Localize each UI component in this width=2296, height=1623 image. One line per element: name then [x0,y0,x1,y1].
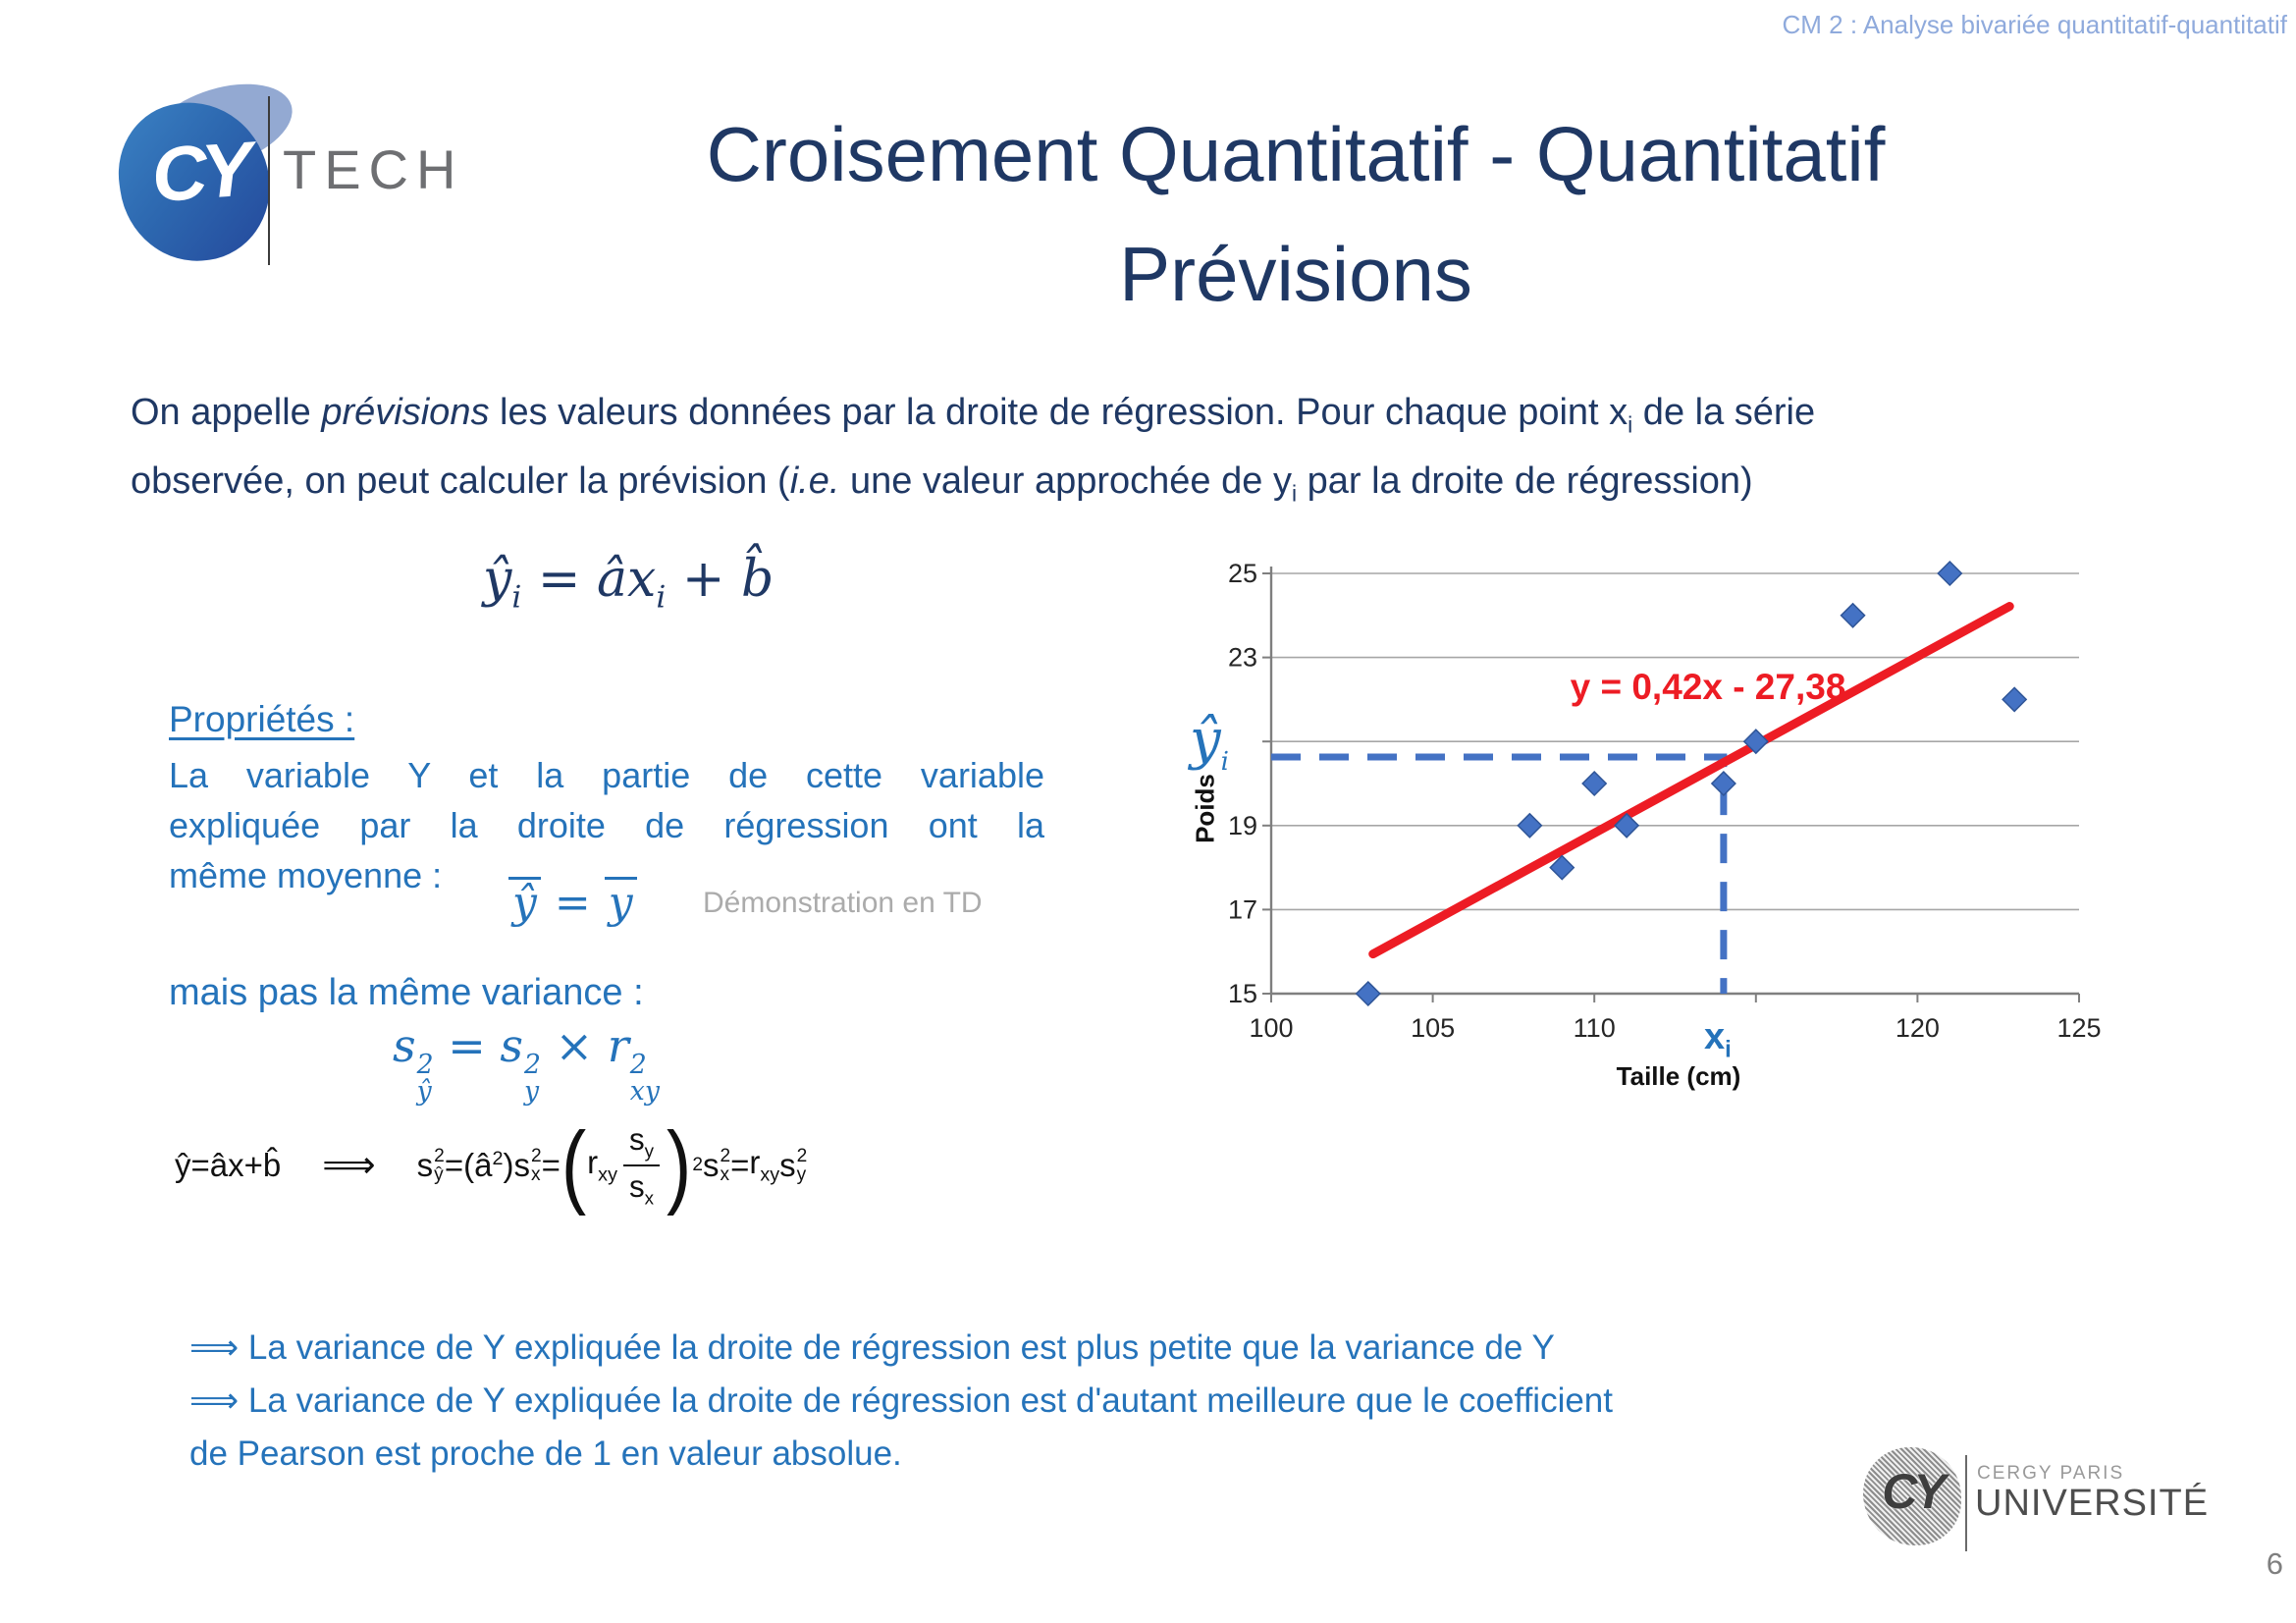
university-logo-divider [1965,1455,1967,1551]
scatter-point [1938,562,1961,585]
properties-heading: Propriétés : [169,699,355,739]
university-cy-letters: CY [1882,1464,1943,1519]
university-name-small: CERGY PARIS [1977,1463,2125,1484]
logo-divider [268,96,270,265]
x-tick-label: 110 [1573,1013,1616,1043]
scatter-point [2002,687,2026,711]
properties-body-line1: La variable Y et la partie de cette variable [169,755,1044,795]
conclusion-line1: ⟹ La variance de Y expliquée la droite de régression est plus petite que la variance de Y [189,1328,1555,1367]
x-tick-label: 120 [1895,1013,1940,1043]
scatter-chart [1188,543,2179,1122]
yhat-symbol: ŷ [1190,708,1221,772]
y-tick-label: 15 [1227,979,1257,1008]
trendline-equation: y = 0,42x - 27,38 [1570,667,1846,707]
xi-annotation [1704,1016,1732,1064]
conclusion-line2: ⟹ La variance de Y expliquée la droite de régression est d'autant meilleure que le coefficient [189,1381,1613,1420]
scatter-point [1842,604,1865,627]
scatter-point [1518,814,1541,838]
formula-derivation: ŷ = âx + b̂ ⟹ s 2 ŷ = ( $â^2$ ) s 2 x = ( $r_{xy}$ $\frac{s_y}{s_x}$ ) 2 s 2 x = $r_{xy}$ s 2 y [175,1112,808,1217]
y-tick-label: 17 [1227,894,1257,925]
course-header: CM 2 : Analyse bivariée quantitatif-quantitatif [1782,10,2287,39]
intro-paragraph [131,385,2221,521]
y-tick-label: 25 [1227,559,1257,588]
slide-title-line1: Croisement Quantitatif - Quantitatif [706,111,1886,197]
x-tick-label: 125 [2056,1013,2102,1043]
xi-subscript: i [1725,1036,1732,1063]
formula-mean-equality: ŷ = y [508,877,637,928]
x-tick-label: 100 [1249,1013,1294,1043]
tech-wordmark: TECH [283,138,464,200]
xi-symbol: x [1704,1016,1726,1057]
trendline [1373,607,2010,954]
scatter-point [1712,772,1735,795]
y-axis-title: Poids [1190,774,1220,843]
page-number: 6 [2266,1546,2283,1581]
x-tick-label: 105 [1411,1013,1456,1043]
cy-emblem-letters: CY [148,125,250,219]
intro-line2: observée, on peut calculer la prévision (i.e. une valeur approchée de $y_i$ par la droite de régression) [131,460,1753,507]
prediction-dashes [1271,757,1724,994]
variance-label: mais pas la même variance : [169,972,644,1013]
intro-line1: On appelle prévisions les valeurs données par la droite de régression. Pour chaque point $x_i$ de la série [131,392,1816,438]
y-tick-label: 23 [1227,642,1257,673]
properties-body-line3: même moyenne : [169,855,443,895]
scatter-chart-canvas [1188,543,2179,1122]
scatter-point [1357,982,1380,1005]
formula-prediction: $ŷ_i$ = $âx_i$ + b̂ [483,550,774,616]
slide-title-line2: Prévisions [1119,231,1472,317]
formula-variance: s 2 ŷ = s 2 y × r 2 xy [393,1019,660,1107]
slide-title [412,94,2179,334]
yhat-subscript: i [1220,747,1229,778]
conclusions [189,1322,1947,1481]
university-logo [1863,1445,2295,1563]
y-tick-label: 19 [1227,810,1257,840]
conclusion-line3: de Pearson est proche de 1 en valeur absolue. [189,1434,902,1473]
cytech-logo [118,86,464,273]
university-name-big: UNIVERSITÉ [1975,1483,2210,1524]
demonstration-note: Démonstration en TD [703,887,983,919]
properties-body-line2: expliquée par la droite de régression ont la [169,805,1044,845]
x-axis-title: Taille (cm) [1616,1061,1741,1091]
scatter-point [1582,772,1606,795]
